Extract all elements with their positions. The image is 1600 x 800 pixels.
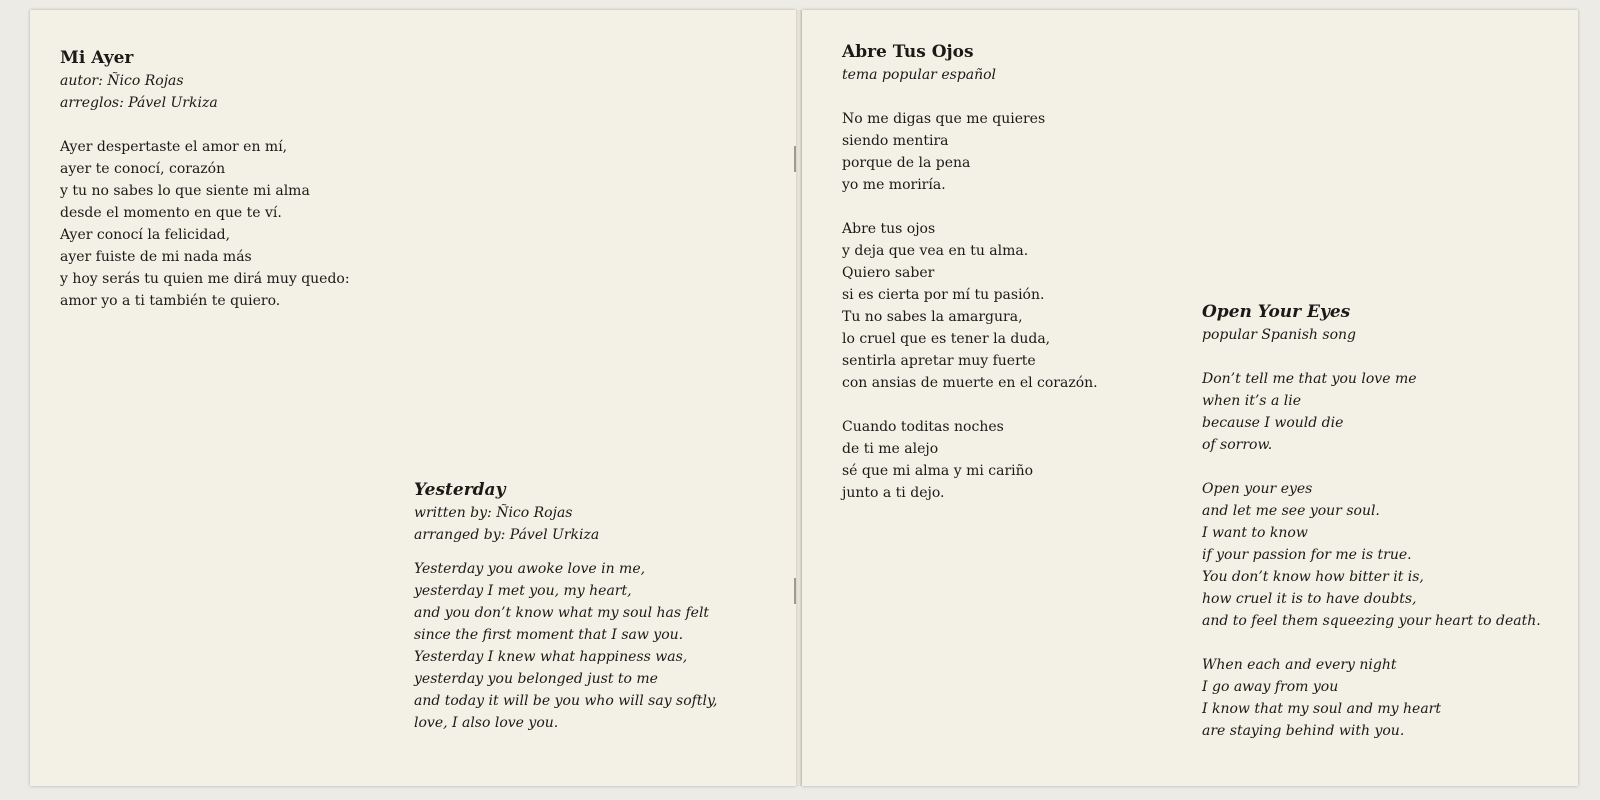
lyric-line: of sorrow. xyxy=(1202,437,1273,453)
lyric-line: and to feel them squeezing your heart to death. xyxy=(1202,613,1541,629)
abre-tus-ojos-section xyxy=(842,40,1098,504)
lyric-line: I know that my soul and my heart xyxy=(1202,701,1441,717)
open-your-eyes-stanza-1 xyxy=(1202,368,1541,456)
lyric-line: si es cierta por mí tu pasión. xyxy=(842,287,1045,303)
lyric-line: Open your eyes xyxy=(1202,481,1313,497)
yesterday-author: written by: Ñico Rojas xyxy=(414,505,573,521)
open-your-eyes-stanza-3 xyxy=(1202,654,1541,742)
mi-ayer-title: Mi Ayer xyxy=(60,48,134,68)
lyric-line: Cuando toditas noches xyxy=(842,419,1004,435)
lyric-line: de ti me alejo xyxy=(842,441,939,457)
lyric-line: ayer fuiste de mi nada más xyxy=(60,249,252,265)
lyric-line: Abre tus ojos xyxy=(842,221,936,237)
lyric-line: desde el momento en que te ví. xyxy=(60,205,282,221)
lyric-line: lo cruel que es tener la duda, xyxy=(842,331,1051,347)
lyric-line: y tu no sabes lo que siente mi alma xyxy=(60,183,310,199)
lyric-line: sé que mi alma y mi cariño xyxy=(842,463,1034,479)
lyric-line: No me digas que me quieres xyxy=(842,111,1046,127)
lyric-line: ayer te conocí, corazón xyxy=(60,161,226,177)
lyric-line: y hoy serás tu quien me dirá muy quedo: xyxy=(60,271,350,287)
lyric-line: I want to know xyxy=(1202,525,1308,541)
open-your-eyes-subtitle: popular Spanish song xyxy=(1202,327,1356,343)
mi-ayer-arrangement: arreglos: Pável Urkiza xyxy=(60,95,218,111)
lyric-line: Don’t tell me that you love me xyxy=(1202,371,1417,387)
lyric-line: Ayer conocí la felicidad, xyxy=(60,227,231,243)
lyric-line: because I would die xyxy=(1202,415,1344,431)
yesterday-section xyxy=(414,478,717,734)
abre-tus-ojos-stanza-1 xyxy=(842,108,1098,196)
right-page xyxy=(802,10,1578,786)
abre-tus-ojos-stanza-3 xyxy=(842,416,1098,504)
lyric-line: junto a ti dejo. xyxy=(842,485,945,501)
lyric-line: yesterday you belonged just to me xyxy=(414,671,658,687)
abre-tus-ojos-title: Abre Tus Ojos xyxy=(842,42,974,62)
lyric-line: I go away from you xyxy=(1202,679,1339,695)
lyric-line: porque de la pena xyxy=(842,155,971,171)
abre-tus-ojos-stanza-2 xyxy=(842,218,1098,394)
abre-tus-ojos-subtitle: tema popular español xyxy=(842,67,997,83)
lyric-line: siendo mentira xyxy=(842,133,949,149)
lyric-line: You don’t know how bitter it is, xyxy=(1202,569,1424,585)
open-your-eyes-section xyxy=(1202,300,1541,742)
lyric-line: Yesterday I knew what happiness was, xyxy=(414,649,688,665)
lyric-line: Ayer despertaste el amor en mí, xyxy=(60,139,288,155)
lyric-line: When each and every night xyxy=(1202,657,1397,673)
mi-ayer-lyrics xyxy=(60,136,350,312)
lyric-line: sentirla apretar muy fuerte xyxy=(842,353,1036,369)
lyric-line: if your passion for me is true. xyxy=(1202,547,1412,563)
lyric-line: Quiero saber xyxy=(842,265,935,281)
lyric-line: are staying behind with you. xyxy=(1202,723,1405,739)
lyric-line: and you don’t know what my soul has felt xyxy=(414,605,710,621)
lyric-line: love, I also love you. xyxy=(414,715,559,731)
open-your-eyes-title: Open Your Eyes xyxy=(1202,302,1351,322)
lyric-line: yo me moriría. xyxy=(842,177,946,193)
lyric-line: yesterday I met you, my heart, xyxy=(414,583,632,599)
lyric-line: y deja que vea en tu alma. xyxy=(842,243,1029,259)
left-page xyxy=(30,10,796,786)
mi-ayer-author: autor: Ñico Rojas xyxy=(60,73,184,89)
yesterday-arrangement: arranged by: Pável Urkiza xyxy=(414,527,600,543)
mi-ayer-section xyxy=(60,46,350,312)
lyric-line: since the first moment that I saw you. xyxy=(414,627,684,643)
lyric-line: amor yo a ti también te quiero. xyxy=(60,293,281,309)
lyric-line: how cruel it is to have doubts, xyxy=(1202,591,1417,607)
lyric-line: when it’s a lie xyxy=(1202,393,1301,409)
yesterday-title: Yesterday xyxy=(414,480,506,500)
yesterday-lyrics xyxy=(414,558,717,734)
lyric-line: Yesterday you awoke love in me, xyxy=(414,561,646,577)
open-your-eyes-stanza-2 xyxy=(1202,478,1541,632)
lyric-line: and today it will be you who will say softly, xyxy=(414,693,718,709)
lyric-line: con ansias de muerte en el corazón. xyxy=(842,375,1098,391)
lyric-line: Tu no sabes la amargura, xyxy=(842,309,1023,325)
lyric-line: and let me see your soul. xyxy=(1202,503,1380,519)
